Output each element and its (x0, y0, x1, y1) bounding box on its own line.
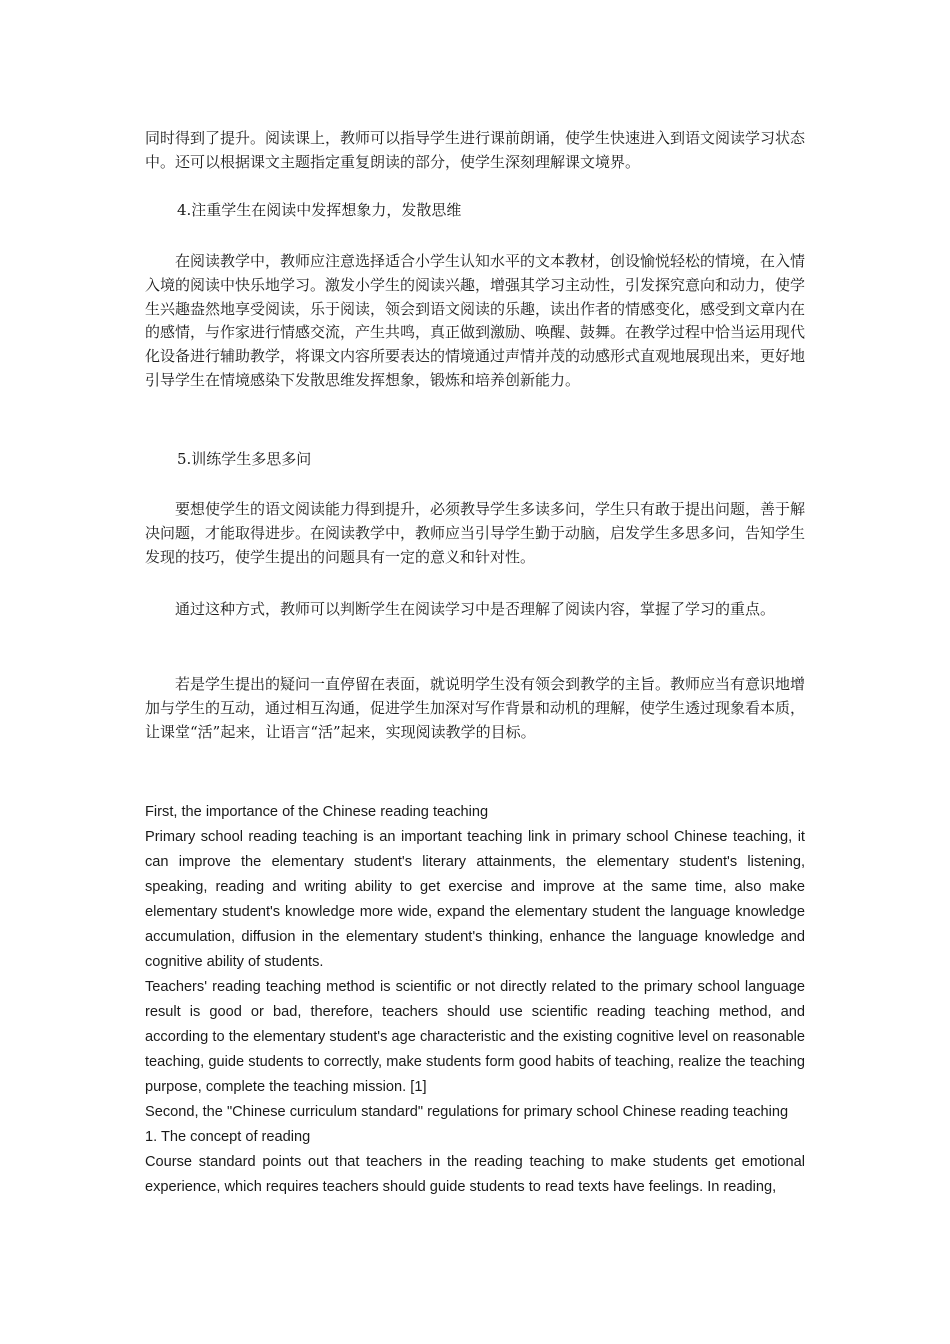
zh-paragraph-3: 要想使学生的语文阅读能力得到提升，必须教导学生多读多问，学生只有敢于提出问题，善于解决问题，才能取得进步。在阅读教学中，教师应当引导学生勤于动脑，启发学生多思多问，告知学生发现的技巧，使学生提出的问题具有一定的意义和针对性。 (145, 500, 806, 566)
zh-paragraph-5: 若是学生提出的疑问一直停留在表面，就说明学生没有领会到教学的主旨。教师应当有意识地增加与学生的互动，通过相互沟通，促进学生加深对写作背景和动机的理解，使学生透过现象看本质，让课堂“活”起来，让语言“活”起来，实现阅读教学的目标。 (145, 675, 806, 741)
en-heading-curriculum: Second, the "Chinese curriculum standard" regulations for primary school Chinese reading teaching (145, 1104, 789, 1120)
en-heading-importance: First, the importance of the Chinese reading teaching (145, 804, 489, 820)
en-paragraph-2: Teachers' reading teaching method is scientific or not directly related to the primary school language result is good or bad, therefore, teachers should use scientific reading teaching method, and according to the elementary student's age characteristic and the existing cognitive level on reasonable teaching, guide students to correctly, make students form good habits of teaching, realize the teaching purpose, complete the teaching mission. [1] (145, 979, 805, 1095)
english-section (145, 800, 805, 1200)
zh-paragraph-2: 在阅读教学中，教师应注意选择适合小学生认知水平的文本教材，创设愉悦轻松的情境，在入情入境的阅读中快乐地学习。激发小学生的阅读兴趣，增强其学习主动性，引发探究意向和动力，使学生兴趣盎然地享受阅读，乐于阅读，领会到语文阅读的乐趣，读出作者的情感变化，感受到文章内在的感情，与作家进行情感交流，产生共鸣，真正做到激励、唤醒、鼓舞。在教学过程中恰当运用现代化设备进行辅助教学，将课文内容所要表达的情境通过声情并茂的动感形式直观地展现出来，更好地引导学生在情境感染下发散思维发挥想象，锻炼和培养创新能力。 (145, 252, 806, 389)
zh-heading-5: 5.训练学生多思多问 (177, 450, 312, 468)
zh-paragraph-4: 通过这种方式，教师可以判断学生在阅读学习中是否理解了阅读内容，掌握了学习的重点。 (175, 600, 776, 618)
zh-paragraph-1: 同时得到了提升。阅读课上，教师可以指导学生进行课前朗诵，使学生快速进入到语文阅读学习状态中。还可以根据课文主题指定重复朗读的部分，使学生深刻理解课文境界。 (145, 129, 806, 171)
zh-heading-4: 4.注重学生在阅读中发挥想象力，发散思维 (177, 201, 462, 219)
en-paragraph-1: Primary school reading teaching is an important teaching link in primary school Chinese teaching, it can improve the elementary student's literary attainments, the elementary student's listening, speaking, reading and writing ability to get exercise and improve at the same time, also make elementary student's knowledge more wide, expand the elementary student the language knowledge accumulation, diffusion in the elementary student's thinking, enhance the language knowledge and cognitive ability of students. (145, 829, 805, 970)
en-paragraph-3: Course standard points out that teachers in the reading teaching to make students get emotional experience, which requires teachers should guide students to read texts have feelings. In reading, (145, 1154, 805, 1195)
en-heading-concept: 1. The concept of reading (145, 1129, 311, 1145)
